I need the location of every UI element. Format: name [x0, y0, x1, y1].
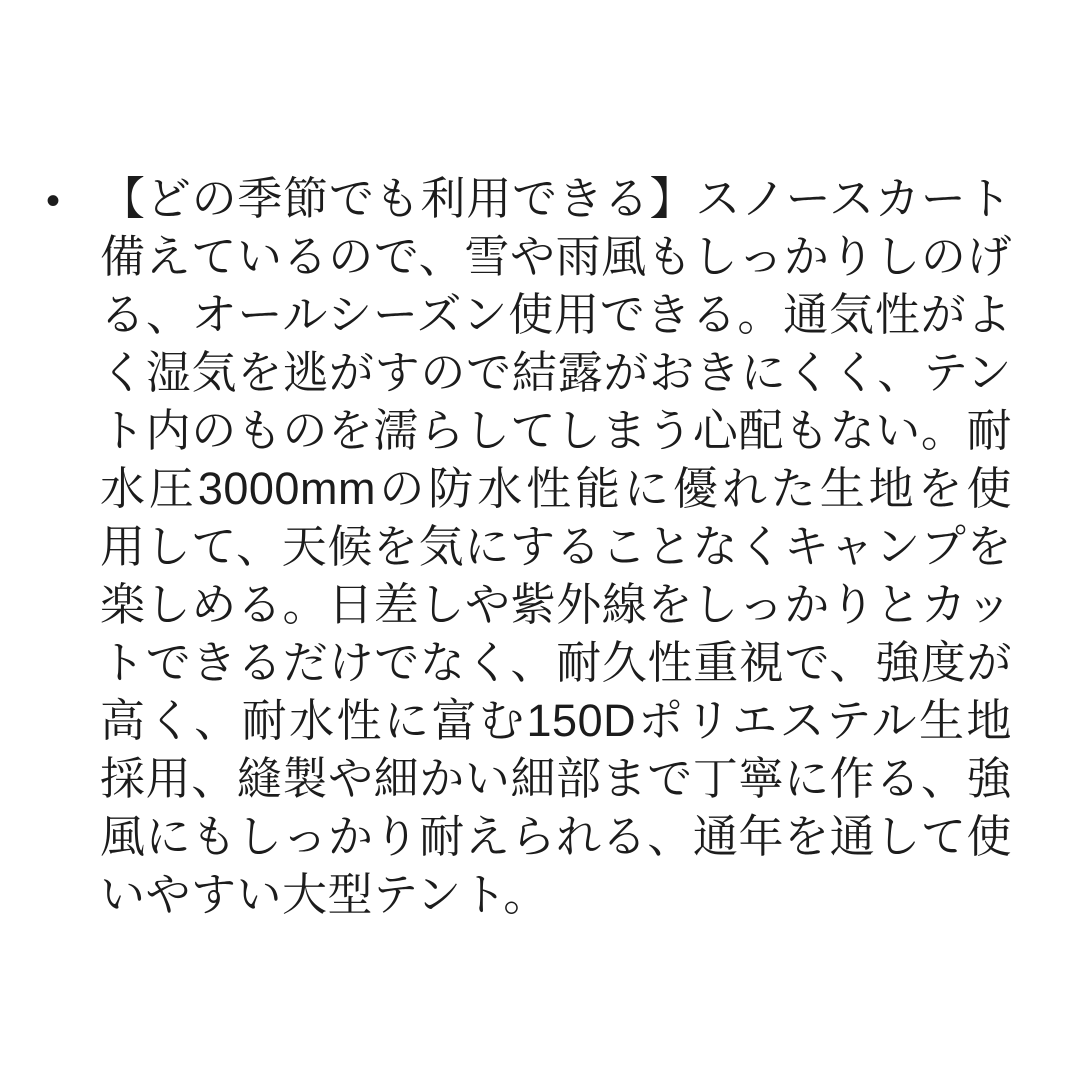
text-line: 楽しめる。日差しや紫外線をしっかりとカッ — [100, 579, 1012, 630]
bullet-marker-icon: • — [46, 179, 61, 223]
text-line: 【どの季節でも利用できる】スノースカート — [100, 173, 1012, 224]
text-line: ト内のものを濡らしてしまう心配もない。耐 — [100, 405, 1012, 456]
text-line: 水圧3000mmの防水性能に優れた生地を使 — [100, 463, 1012, 514]
text-line: 風にもしっかり耐えられる、通年を通して使 — [100, 811, 1012, 862]
text-line: 採用、縫製や細かい細部まで丁寧に作る、強 — [100, 753, 1012, 804]
text-line: いやすい大型テント。 — [100, 869, 549, 920]
text-line: る、オールシーズン使用できる。通気性がよ — [100, 289, 1012, 340]
text-line: 高く、耐水性に富む150Dポリエステル生地 — [100, 695, 1012, 746]
text-line: 備えているので、雪や雨風もしっかりしのげ — [100, 231, 1012, 282]
text-line: トできるだけでなく、耐久性重視で、強度が — [100, 637, 1012, 688]
text-line: く湿気を逃がすので結露がおきにくく、テン — [100, 347, 1012, 398]
product-description-text — [100, 170, 1012, 924]
text-line: 用して、天候を気にすることなくキャンプを — [100, 521, 1012, 572]
description-list-item — [46, 170, 1012, 924]
